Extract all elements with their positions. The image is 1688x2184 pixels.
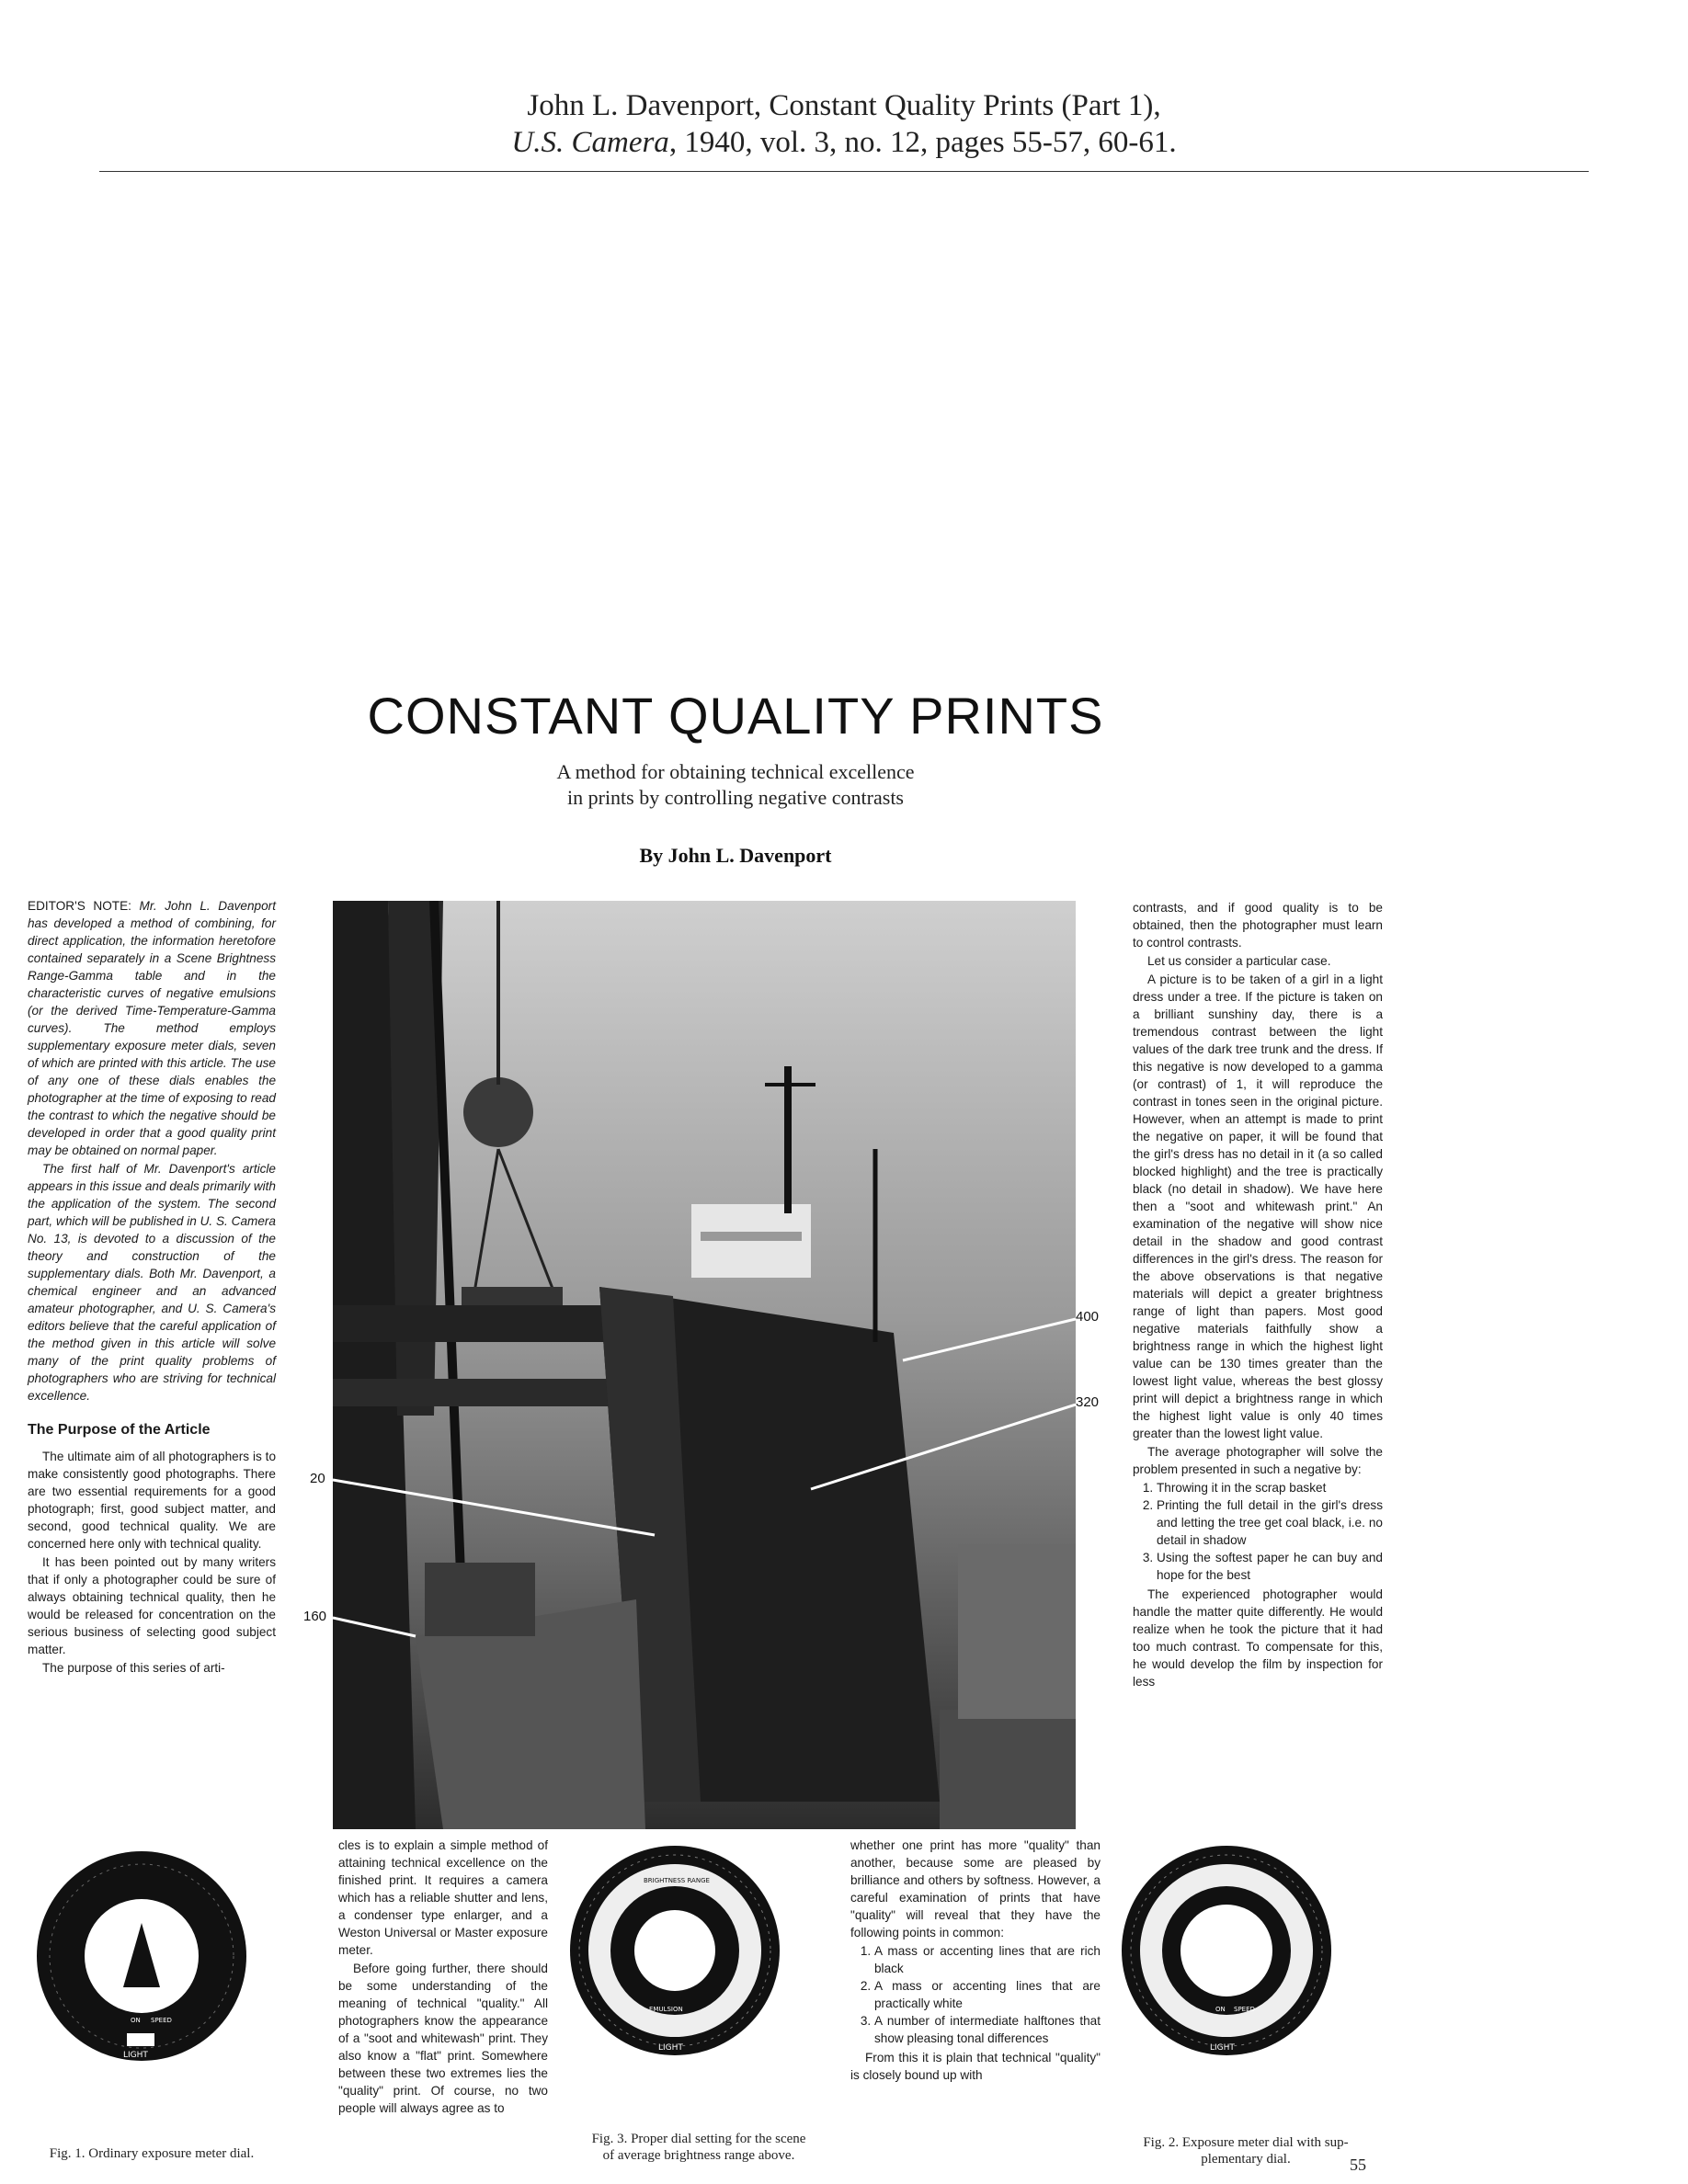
paragraph: whether one print has more "quality" than another, because some are pleased by brilliance and others by softness. However, a careful examination of prints that have "quality" will reveal that they have the following points in common:	[850, 1838, 1101, 1939]
paragraph: The purpose of this series of arti-	[42, 1661, 225, 1675]
fig2-caption-line2: plementary dial.	[1201, 2152, 1291, 2167]
dial-speed-label: SPEED	[1234, 2006, 1255, 2013]
paragraph: It has been pointed out by many writers that if only a photographer could be sure of always obtaining technical quality, then he would be released for concentration on the serious business of selecting good subject matter.	[28, 1555, 276, 1656]
quality-points-list	[850, 1942, 1101, 2047]
callout-400: 400	[1076, 1309, 1100, 1325]
dial-light-label: LIGHT	[658, 2043, 683, 2053]
editors-note-text: Mr. John L. Davenport has developed a method of combining, for direct application, the information heretofore contained separately in a Scene Brightness Range-Gamma table and in the characteristic curves of negative emulsions (or the derived Time-Temperature-Gamma curves). The method employs supplementary exposure meter dials, seven of which are printed with this article. The use of any one of these dials enables the photographer at the time of exposing to read the contrast to which the negative should be developed in order that a good quality print may be obtained on normal paper.	[28, 899, 276, 1157]
paragraph: The ultimate aim of all photographers is to make consistently good photographs. There are two essential requirements for a good photograph; first, good subject matter, and second, good technical quality. We are concerned here only with technical quality.	[28, 1450, 276, 1551]
dial-light-label: LIGHT	[123, 2051, 148, 2060]
fig1-caption: Fig. 1. Ordinary exposure meter dial.	[49, 2146, 255, 2161]
callout-320: 320	[1076, 1394, 1100, 1410]
citation-details: , 1940, vol. 3, no. 12, pages 55-57, 60-61.	[668, 126, 1177, 159]
header-rule	[99, 171, 1589, 172]
paragraph: The average photographer will solve the problem presented in such a negative by:	[1133, 1445, 1383, 1476]
byline: By John L. Davenport	[639, 844, 832, 867]
citation-line2	[0, 124, 1688, 161]
paragraph: contrasts, and if good quality is to be obtained, then the photographer must learn to control contrasts.	[1133, 901, 1383, 950]
list-item: 1. Throwing it in the scrap basket	[1157, 1479, 1383, 1496]
page-number: 55	[1350, 2156, 1366, 2174]
editors-note-2: The first half of Mr. Davenport's article appears in this issue and deals primarily with the application of the system. The second part, which will be published in U. S. Camera No. 13, is devoted to a discussion of the theory and construction of the supplementary dials. Both Mr. Davenport, a chemical engineer and an advanced amateur photographer, and U. S. Camera's editors believe that the careful application of the method given in this article will solve many of the print quality problems of photographers who are striving for technical excellence.	[28, 1162, 276, 1403]
paragraph: Let us consider a particular case.	[1147, 954, 1331, 968]
bottom-column-2	[338, 1837, 548, 2118]
ship-photo-illustration	[333, 901, 1076, 1829]
article-subtitle	[368, 759, 1103, 811]
list-item: 3. A number of intermediate halftones that show pleasing tonal differences	[874, 2012, 1101, 2047]
solutions-list	[1133, 1479, 1383, 1584]
fig3-dial-setting	[568, 1844, 781, 2057]
dial-on-label: ON	[131, 2017, 141, 2024]
fig2-supplementary-dial	[1120, 1844, 1333, 2057]
callout-20: 20	[310, 1471, 325, 1486]
ship-photograph	[333, 901, 1076, 1829]
paragraph: A picture is to be taken of a girl in a light dress under a tree. If the picture is taken on a brilliant sunshiny day, there is a tremendous contrast between the light values of the dark tree trunk and the dress. If this negative is now developed to a gamma (or contrast) of 1, it will reproduce the contrast in tones seen in the original picture. However, when an attempt is made to print the negative on paper, it will be found that the girl's dress has no detail in it (a so called blocked highlight) and the tree is practically black (no detail in shadow). We have here then a "soot and whitewash print." An examination of the negative will show nice detail in the shadow and good contrast differences in the girl's dress. The reason for the above observations is that negative materials will depict a greater brightness range of light than papers. Most good negative materials faithfully show a brightness range in which the highest light value can be 130 times greater than the lowest light value, whereas the best glossy print will depict a brightness range in which the highest light value is only 40 times greater than the lowest light value.	[1133, 973, 1383, 1440]
paragraph: The experienced photographer would handle the matter quite differently. He would realize when he took the picture that it had too much contrast. To compensate for this, he would develop the film by inspection for less	[1133, 1587, 1383, 1689]
dial-speed-label: SPEED	[151, 2017, 172, 2024]
bottom-column-3	[850, 1837, 1101, 2085]
dial-on-label: ON	[1215, 2006, 1226, 2013]
subtitle-line2: in prints by controlling negative contrasts	[567, 786, 904, 809]
list-item: 2. Printing the full detail in the girl's dress and letting the tree get coal black, i.e. no detail in shadow	[1157, 1496, 1383, 1549]
fig2-caption	[1112, 2134, 1379, 2167]
dial-brightness-label: BRIGHTNESS RANGE	[644, 1877, 710, 1884]
citation-header	[0, 87, 1688, 161]
fig3-caption-line1: Fig. 3. Proper dial setting for the scene	[591, 2132, 806, 2146]
dial-emulsion-label: EMULSION	[649, 2006, 683, 2013]
paragraph: Before going further, there should be some understanding of the meaning of technical "quality." All photographers know the appearance of a "soot and whitewash" print. They also know a "flat" print. Somewhere between these two extremes lies the "quality" print. Of course, no two people will always agree as to	[338, 1962, 548, 2115]
article-title: CONSTANT QUALITY PRINTS	[367, 687, 1104, 745]
editors-note-label: EDITOR'S NOTE:	[28, 899, 140, 913]
paragraph: From this it is plain that technical "quality" is closely bound up with	[850, 2051, 1101, 2082]
list-item: 2. A mass or accenting lines that are practically white	[874, 1977, 1101, 2012]
fig1-exposure-dial	[35, 1849, 248, 2063]
left-column	[28, 897, 276, 1678]
editors-note	[28, 897, 276, 1159]
journal-name: U.S. Camera	[511, 126, 669, 159]
fig2-caption-line1: Fig. 2. Exposure meter dial with sup-	[1143, 2135, 1349, 2150]
callout-160: 160	[303, 1609, 327, 1624]
paragraph: cles is to explain a simple method of attaining technical excellence on the finished print. It requires a camera which has a reliable shutter and lens, a condenser type enlarger, and a Weston Universal or Master exposure meter.	[338, 1838, 548, 1957]
dial-light-label: LIGHT	[1210, 2043, 1235, 2053]
section-heading: The Purpose of the Article	[28, 1422, 211, 1438]
citation-line1: John L. Davenport, Constant Quality Prints (Part 1),	[527, 89, 1161, 122]
fig3-caption-line2: of average brightness range above.	[602, 2148, 795, 2163]
right-column	[1133, 899, 1383, 1691]
list-item: 3. Using the softest paper he can buy and hope for the best	[1157, 1549, 1383, 1584]
fig3-caption	[561, 2131, 837, 2164]
list-item: 1. A mass or accenting lines that are rich black	[874, 1942, 1101, 1977]
subtitle-line1: A method for obtaining technical excellence	[556, 760, 915, 783]
